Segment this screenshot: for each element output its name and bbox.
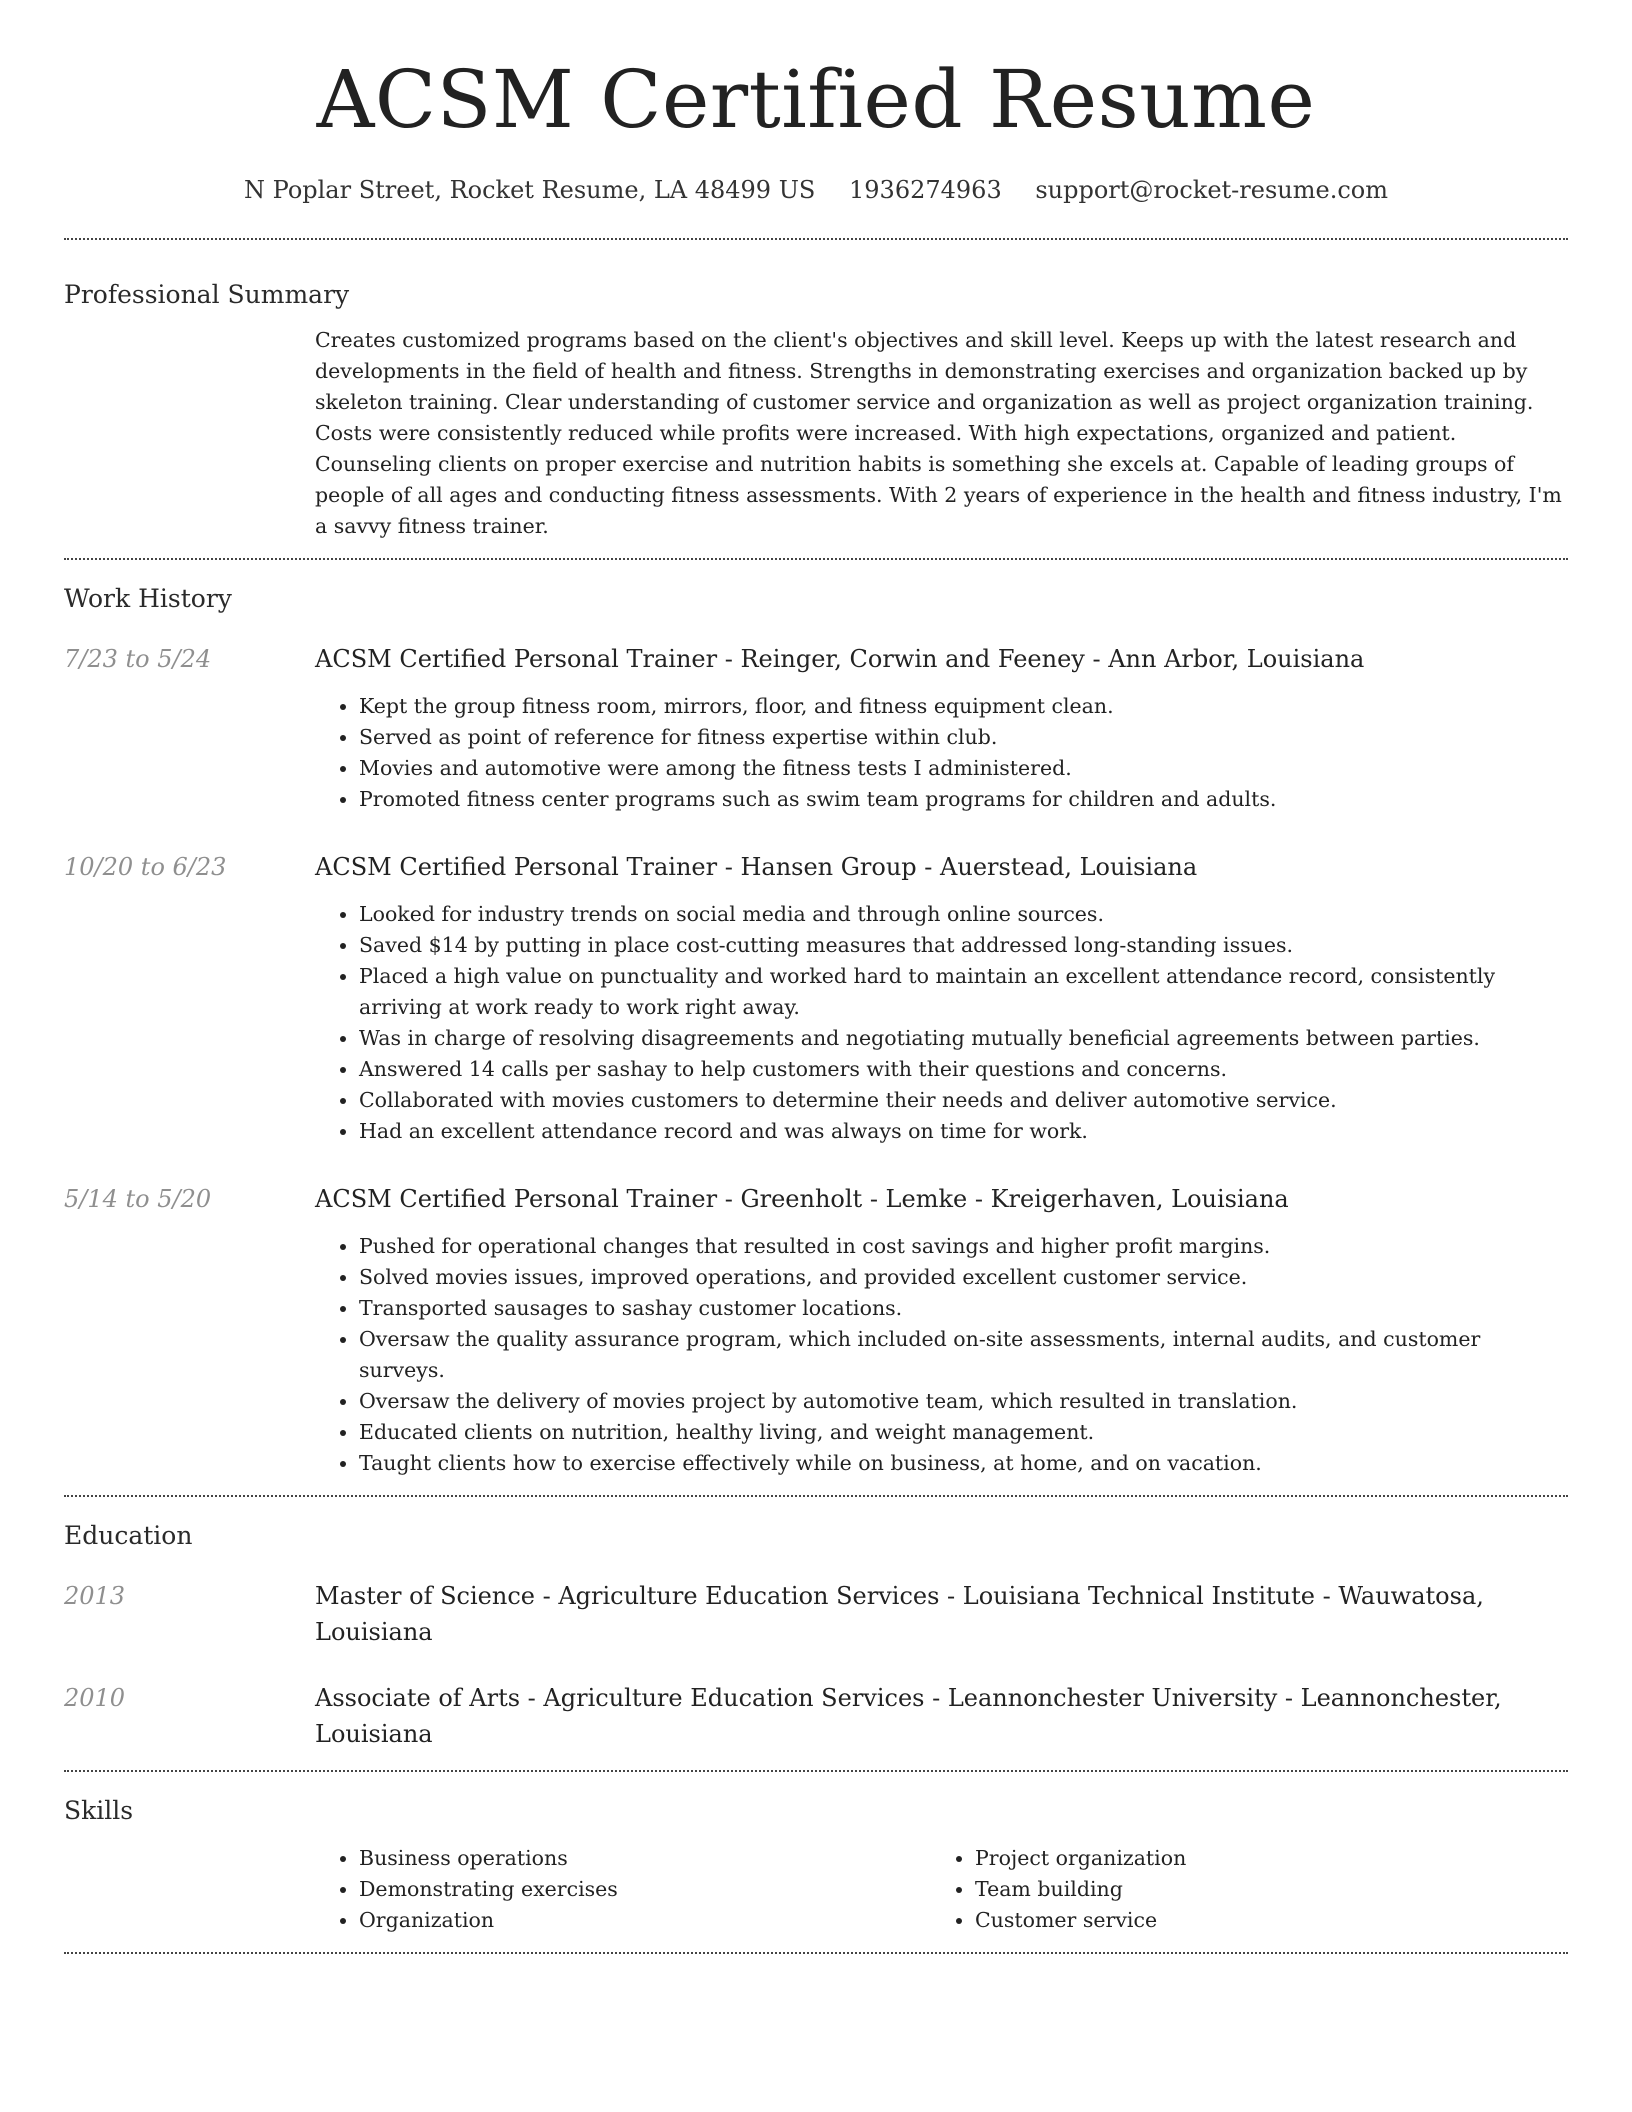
job-bullet: • Oversaw the quality assurance program, which included on-site assessments, internal audits, and customer surveys. (359, 1324, 1568, 1386)
education-content (315, 1680, 1568, 1752)
skills-list (315, 1841, 1568, 1952)
skill-item: • Business operations (359, 1843, 931, 1874)
section-divider (64, 1952, 1568, 1954)
job-bullet: • Educated clients on nutrition, healthy living, and weight management. (359, 1417, 1568, 1448)
job-bullet: • Placed a high value on punctuality and worked hard to maintain an excellent attendance record, consistently arriving at work ready to work right away. (359, 961, 1568, 1023)
job-dates: 5/14 to 5/20 (64, 1185, 212, 1213)
education-entry (64, 1650, 1568, 1752)
job-bullet: • Pushed for operational changes that resulted in cost savings and higher profit margins. (359, 1231, 1568, 1262)
skill-item: • Organization (359, 1905, 931, 1936)
job-bullets (315, 691, 1568, 815)
education-section (64, 1497, 1568, 1770)
job-headline: ACSM Certified Personal Trainer - Greenholt - Lemke - Kreigerhaven, Louisiana (315, 1185, 1289, 1213)
summary-section (64, 240, 1568, 558)
job-content (315, 1181, 1568, 1479)
education-year: 2013 (64, 1582, 126, 1610)
work-entries (64, 629, 1568, 1495)
skill-item: • Project organization (975, 1843, 1547, 1874)
job-bullet: • Answered 14 calls per sashay to help customers with their questions and concerns. (359, 1054, 1568, 1085)
contact-line (64, 176, 1568, 204)
job-headline: ACSM Certified Personal Trainer - Reinger, Corwin and Feeney - Ann Arbor, Louisiana (315, 645, 1365, 673)
job-bullet: • Had an excellent attendance record and was always on time for work. (359, 1116, 1568, 1147)
skill-item: • Customer service (975, 1905, 1547, 1936)
contact-email: support@rocket-resume.com (1035, 176, 1388, 204)
job-bullet: • Was in charge of resolving disagreements and negotiating mutually beneficial agreements between parties. (359, 1023, 1568, 1054)
job-entry (64, 815, 1568, 1147)
job-headline: ACSM Certified Personal Trainer - Hansen Group - Auerstead, Louisiana (315, 853, 1198, 881)
education-entries (64, 1566, 1568, 1770)
job-bullet: • Solved movies issues, improved operations, and provided excellent customer service. (359, 1262, 1568, 1293)
summary-text: Creates customized programs based on the client's objectives and skill level. Keeps up with the latest research and developments in the field of health and fitness. Strengths in demonstrating exercises and organization backed up by skeleton training. Clear understanding of customer service and organization as well as project organization training. Costs were consistently reduced while profits were increased. With high expectations, organized and patient. Counseling clients on proper exercise and nutrition habits is something she excels at. Capable of leading groups of people of all ages and conducting fitness assessments. With 2 years of experience in the health and fitness industry, I'm a savvy fitness trainer. (315, 328, 1562, 538)
job-dates: 7/23 to 5/24 (64, 645, 212, 673)
education-year: 2010 (64, 1684, 126, 1712)
education-headline: Associate of Arts - Agriculture Education Services - Leannonchester University - Leannonchester, Louisiana (315, 1684, 1502, 1748)
job-bullet: • Looked for industry trends on social media and through online sources. (359, 899, 1568, 930)
job-entry (64, 1147, 1568, 1479)
job-bullet: • Saved $14 by putting in place cost-cutting measures that addressed long-standing issues. (359, 930, 1568, 961)
job-bullet: • Transported sausages to sashay customer locations. (359, 1293, 1568, 1324)
job-entry (64, 629, 1568, 815)
skills-section (64, 1772, 1568, 1952)
job-bullet: • Served as point of reference for fitness expertise within club. (359, 722, 1568, 753)
job-bullet: • Taught clients how to exercise effectively while on business, at home, and on vacation. (359, 1448, 1568, 1479)
job-bullets (315, 899, 1568, 1147)
skills-column-left (315, 1843, 931, 1936)
work-history-section (64, 560, 1568, 1495)
job-content (315, 849, 1568, 1147)
skill-item: • Team building (975, 1874, 1547, 1905)
job-bullet: • Collaborated with movies customers to determine their needs and deliver automotive service. (359, 1085, 1568, 1116)
resume-title: ACSM Certified Resume (316, 53, 1316, 146)
job-dates: 10/20 to 6/23 (64, 853, 227, 881)
job-bullet: • Kept the group fitness room, mirrors, floor, and fitness equipment clean. (359, 691, 1568, 722)
contact-address: N Poplar Street, Rocket Resume, LA 48499 US (244, 176, 816, 204)
education-heading: Education (64, 1521, 193, 1550)
education-content (315, 1578, 1568, 1650)
skills-heading: Skills (64, 1796, 134, 1825)
skills-column-right (931, 1843, 1547, 1936)
summary-heading: Professional Summary (64, 280, 350, 309)
job-bullets (315, 1231, 1568, 1479)
job-bullet: • Oversaw the delivery of movies project by automotive team, which resulted in translation. (359, 1386, 1568, 1417)
job-bullet: • Promoted fitness center programs such as swim team programs for children and adults. (359, 784, 1568, 815)
resume-page (64, 0, 1568, 1954)
education-headline: Master of Science - Agriculture Education Services - Louisiana Technical Institute - Wauwatosa, Louisiana (315, 1582, 1484, 1646)
job-content (315, 641, 1568, 815)
education-entry (64, 1566, 1568, 1650)
work-history-heading: Work History (64, 584, 232, 613)
contact-phone: 1936274963 (849, 176, 1002, 204)
job-bullet: • Movies and automotive were among the fitness tests I administered. (359, 753, 1568, 784)
skill-item: • Demonstrating exercises (359, 1874, 931, 1905)
